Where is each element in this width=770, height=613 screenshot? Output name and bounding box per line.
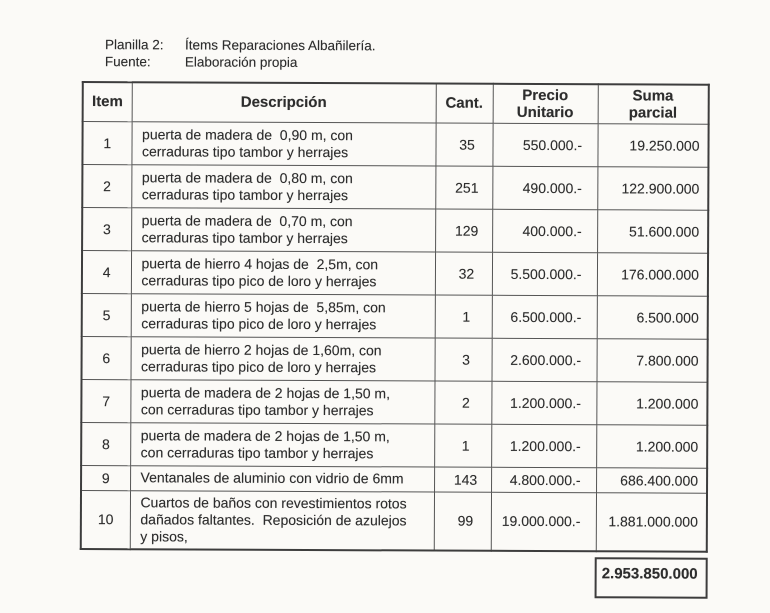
cell-precio: 1.200.000.- [491,381,596,424]
cell-item: 6 [82,336,131,379]
table-header-row [83,82,709,124]
cell-suma: 176.000.000 [597,252,708,295]
table-row [82,207,708,253]
cell-cant: 143 [434,467,491,492]
cell-cant: 35 [435,123,492,166]
cell-cant: 3 [435,338,492,381]
cell-cant: 1 [434,424,491,467]
cell-item: 1 [82,121,131,164]
grand-total-value: 2.953.850.000 [601,565,698,583]
items-table-wrapper [80,81,710,598]
cell-item: 8 [81,422,130,465]
cell-suma: 686.400.000 [596,467,707,492]
cell-suma: 7.800.000 [596,338,707,381]
cell-descripcion: puerta de madera de 0,70 m, con cerraduras tipo tambor y herrajes [131,207,435,251]
header-precio-unitario: Precio Unitario [493,84,598,123]
table-row [82,250,708,296]
cell-cant: 99 [434,492,491,551]
table-row [81,465,707,493]
cell-descripcion: Cuartos de baños con revestimientos rotos dañados faltantes. Reposición de azulejos y pisos, [130,490,434,550]
cell-cant: 129 [435,209,492,252]
cell-precio: 400.000.- [492,209,597,252]
cell-cant: 2 [434,381,491,424]
cell-item: 7 [81,379,130,422]
cell-precio: 6.500.000.- [492,295,597,338]
caption-source-row [105,53,710,73]
cell-suma: 19.250.000 [597,123,708,166]
cell-item: 9 [81,465,130,490]
cell-descripcion: puerta de hierro 2 hojas de 1,60m, con cerraduras tipo pico de loro y herrajes [131,336,435,380]
cell-descripcion: puerta de madera de 2 hojas de 1,50 m, con cerraduras tipo tambor y herrajes [130,422,434,466]
caption-title-text: Ítems Reparaciones Albañilería. [184,37,376,54]
scanned-document [80,36,710,598]
header-suma-parcial: Suma parcial [598,84,709,123]
cell-precio: 490.000.- [492,166,597,209]
cell-item: 5 [82,293,131,336]
table-row [82,164,708,210]
cell-precio: 550.000.- [492,123,597,166]
table-row [81,379,707,425]
cell-descripcion: puerta de madera de 2 hojas de 1,50 m, con cerraduras tipo tambor y herrajes [130,379,434,423]
cell-descripcion: puerta de hierro 4 hojas de 2,5m, con cerraduras tipo pico de loro y herrajes [131,250,435,294]
header-descripcion: Descripción [132,82,436,122]
header-item: Item [83,82,132,121]
table-caption [105,36,710,73]
cell-precio: 1.200.000.- [491,424,596,467]
cell-cant: 1 [435,295,492,338]
caption-source-text: Elaboración propia [184,54,298,70]
cell-precio: 5.500.000.- [492,252,597,295]
table-row [82,293,708,339]
cell-suma: 1.200.000 [596,424,707,467]
cell-suma: 51.600.000 [597,209,708,252]
cell-precio: 19.000.000.- [491,492,596,551]
cell-suma: 1.200.000 [596,381,707,424]
cell-cant: 251 [435,166,492,209]
grand-total-box [595,557,708,598]
cell-suma: 1.881.000.000 [596,492,707,551]
cell-cant: 32 [435,252,492,295]
cell-item: 2 [82,164,131,207]
cell-descripcion: puerta de hierro 5 hojas de 5,85m, con cerraduras tipo pico de loro y herrajes [131,293,435,337]
caption-title-label: Planilla 2: [104,37,164,53]
table-row [81,490,707,551]
table-row [82,121,708,167]
cell-item: 10 [81,490,130,549]
cell-descripcion: puerta de madera de 0,80 m, con cerraduras tipo tambor y herrajes [131,164,435,208]
cell-descripcion: puerta de madera de 0,90 m, con cerraduras tipo tambor y herrajes [131,121,435,165]
cell-item: 4 [82,250,131,293]
cell-descripcion: Ventanales de aluminio con vidrio de 6mm [130,465,434,491]
cell-item: 3 [82,207,131,250]
cell-precio: 4.800.000.- [491,467,596,492]
cell-precio: 2.600.000.- [491,338,596,381]
cell-suma: 6.500.000 [597,295,708,338]
table-row [81,422,707,468]
header-cant: Cant. [436,84,493,123]
cell-suma: 122.900.000 [597,166,708,209]
table-row [82,336,708,382]
caption-source-label: Fuente: [104,54,151,70]
items-table [80,81,710,552]
